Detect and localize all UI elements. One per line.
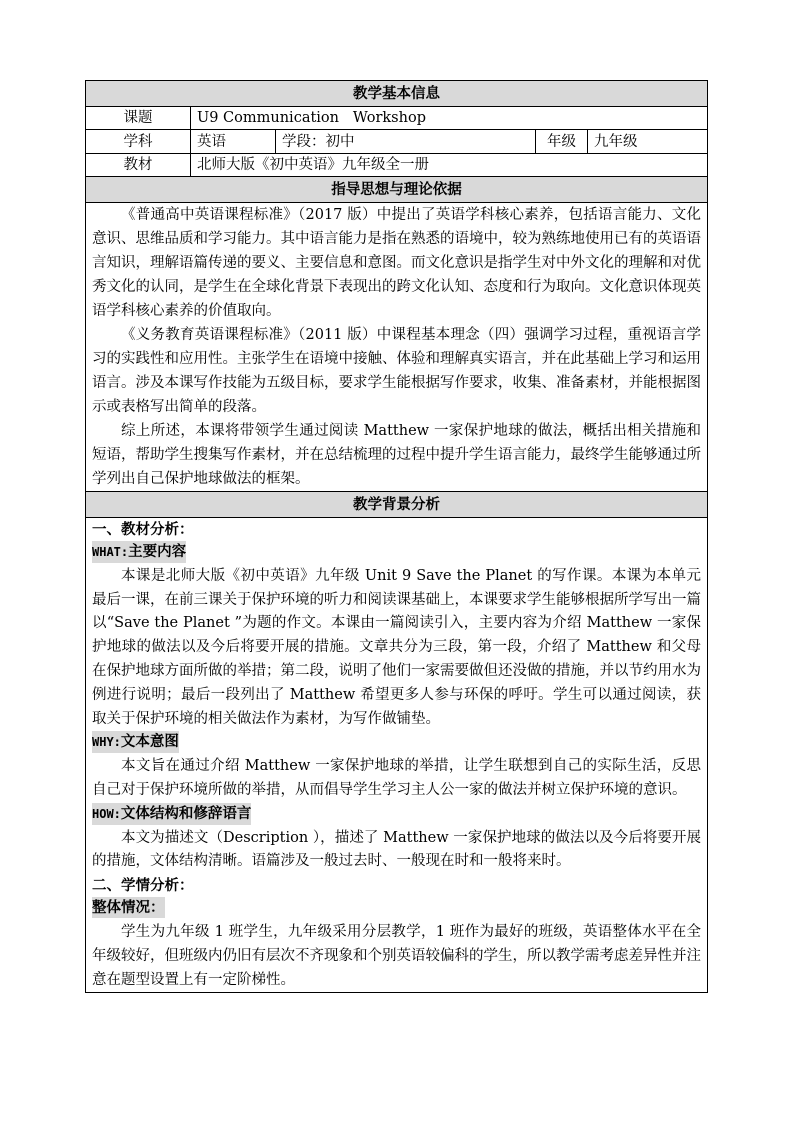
textbook-analysis-heading: 一、教材分析： [92,521,194,538]
subject-value: 英语 [191,130,276,154]
section-header-guiding-thought: 指导思想与理论依据 [86,177,708,203]
section-header-background: 教学背景分析 [86,492,708,518]
grade-value: 九年级 [588,130,708,154]
stage-value: 学段：初中 [276,130,536,154]
how-code: HOW: [92,806,121,821]
topic-label: 课题 [86,107,191,130]
what-title: 主要内容 [128,543,187,560]
section-header-basic-info: 教学基本信息 [86,81,708,107]
overall-paragraph: 学生为九年级 1 班学生，九年级采用分层教学，1 班作为最好的班级，英语整体水平在全年级较好，但班级内仍旧有层次不齐现象和个别英语较偏科的学生，所以教学需考虑差异性并注意在题型设置上有一定阶梯性。 [92,923,701,988]
guiding-paragraph: 《普通高中英语课程标准》（2017 版）中提出了英语学科核心素养，包括语言能力、文化意识、思维品质和学习能力。其中语言能力是指在熟悉的语境中，较为熟练地使用已有的英语语言知识，理解语篇传递的要义、主要信息和意图。而文化意识是指学生对中外文化的理解和对优秀文化的认同，是学生在全球化背景下表现出的跨文化认知、态度和行为取向。文化意识体现英语学科核心素养的价值取向。 [92,207,701,319]
lesson-plan-table [85,80,708,993]
why-heading [92,731,179,753]
what-paragraph: 本课是北师大版《初中英语》九年级 Unit 9 Save the Planet 的写作课。本课为本单元最后一课，在前三课关于保护环境的听力和阅读课基础上，本课要求学生能够根据所学写出一篇以“Save the Planet ”为题的作文。本课由一篇阅读引入，主要内容为介绍 Matthew 一家保护地球的做法以及今后将要开展的措施。文章共分为三段，第一段，介绍了 Matthew 和父母在保护地球方面所做的举措；第二段，说明了他们一家需要做但还没做的措施，并以节约用水为例进行说明；最后一段列出了 Matthew 希望更多人参与环保的呼吁。学生可以通过阅读，获取关于保护环境的相关做法作为素材，为写作做铺垫。 [92,567,701,727]
guiding-paragraph: 综上所述，本课将带领学生通过阅读 Matthew 一家保护地球的做法，概括出相关措施和短语，帮助学生搜集写作素材，并在总结梳理的过程中提升学生语言能力，最终学生能够通过所学列出自己保护地球做法的框架。 [92,423,701,487]
textbook-value: 北师大版《初中英语》九年级全一册 [191,154,708,177]
textbook-label: 教材 [86,154,191,177]
background-content [86,518,708,993]
why-title: 文本意图 [120,733,179,751]
what-code: WHAT: [92,545,129,559]
guiding-thought-content [86,203,708,492]
how-paragraph: 本文为描述文（Description ），描述了 Matthew 一家保护地球的做法以及今后将要开展的措施，文体结构清晰。语篇涉及一般过去时、一般现在时和一般将来时。 [92,829,701,870]
why-paragraph: 本文旨在通过介绍 Matthew 一家保护地球的举措，让学生联想到自己的实际生活，反思自己对于保护环境所做的举措，从而倡导学生学习主人公一家的做法并树立保护环境的意识。 [92,758,701,798]
why-code: WHY: [92,735,121,750]
guiding-paragraph: 《义务教育英语课程标准》（2011 版）中课程基本理念（四）强调学习过程，重视语言学习的实践性和应用性。主张学生在语境中接触、体验和理解真实语言，并在此基础上学习和运用语言。涉及本课写作技能为五级目标，要求学生能根据写作要求，收集、准备素材，并能根据图示或表格写出简单的段落。 [92,327,701,415]
topic-value: U9 Communication Workshop [191,107,708,130]
what-heading [92,541,186,563]
how-heading [92,803,251,825]
learner-analysis-heading: 二、学情分析： [92,877,194,895]
grade-label: 年级 [536,130,588,154]
subject-label: 学科 [86,130,191,154]
overall-heading: 整体情况： [92,899,165,917]
how-title: 文体结构和修辞语言 [120,804,252,822]
